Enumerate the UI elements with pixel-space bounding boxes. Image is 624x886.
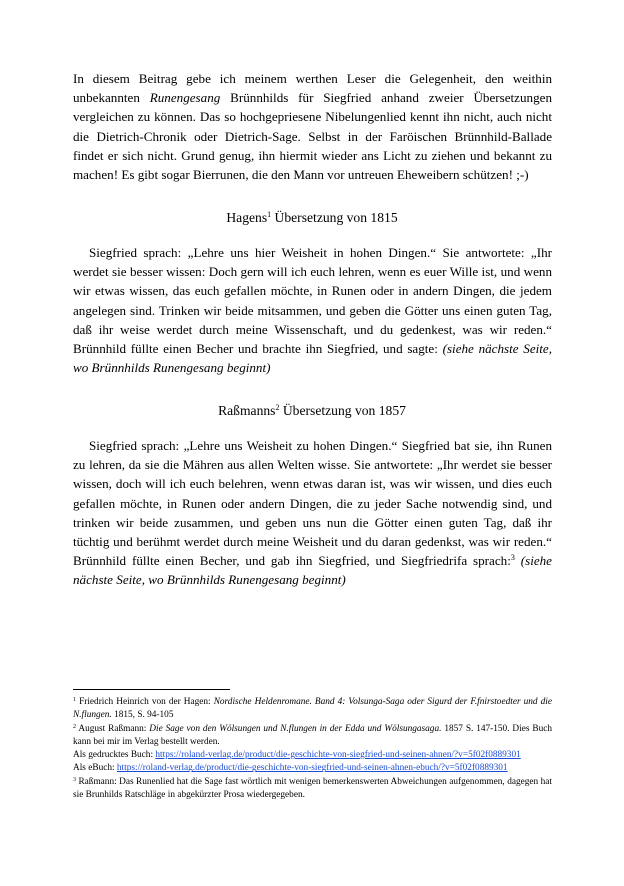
section1-heading-rest: Übersetzung von 1815 — [271, 210, 398, 225]
section1-heading-name: Hagens — [226, 210, 268, 225]
section1-body-text: Siegfried sprach: „Lehre uns hier Weisheit in hohen Dingen.“ Sie antwortete: „Ihr werdet sie besser wissen: Doch gern will ich euch lehren, wenn es euer Wille ist, und wenn wir etwas wissen, das euch gefallen möchte, in Runen oder in andern Dingen, die jedem angelegen sind. Trinken wir beide mitsammen, und geben die Götter uns einen guten Tag, daß ihr weise werdet durch meine Wissenschaft, und du gedenkest, was wir reden.“ Brünnhild füllte einen Becher und brachte ihn Siegfried, und sagte: — [73, 245, 552, 357]
intro-text-end: Brünnhilds für Siegfried anhand zweier Übersetzungen vergleichen zu können. Das so hochgepriesene Nibelungenlied kennt ihn nicht, auch nicht die Dietrich-Chronik oder Dietrich-Sage. Selbst in der Faröischen Brünnhild-Ballade findet er sich nicht. Grund genug, ihn hiermit wieder ans Licht zu ziehen und bekannt zu machen! Es gibt sogar Bierrunen, die den Mann vor untreuen Eheweibern schützen! ;-) — [73, 90, 552, 183]
footnote-3-text: Raßmann: Das Runenlied hat die Sage fast wörtlich mit wenigen bemerkenswerten Abweichungen aufgenommen, dagegen hat sie Brunhilds Ratschläge in abgekürzter Prosa wiedergegeben. — [73, 776, 552, 801]
footnote-1-pages: 1815, S. 94-105 — [111, 710, 174, 721]
section1-paragraph — [73, 243, 552, 377]
section2-heading — [0, 402, 624, 420]
footnote-1-number: 1 — [73, 697, 76, 703]
footnote-3 — [73, 776, 552, 803]
print-book-link[interactable]: https://roland-verlag.de/product/die-geschichte-von-siegfried-und-seinen-ahnen/?v=5f02f0889301 — [155, 750, 521, 761]
ebook-link[interactable]: https://roland-verlag.de/product/die-geschichte-von-siegfried-und-seinen-ahnen-ebuch/?v=5f02f0889301 — [116, 763, 508, 774]
section1-heading — [0, 209, 624, 227]
footnote-1-title: Nordische Heldenromane. Band 4: Volsunga-Saga oder Sigurd der F.fnirstoedter und die N.flungen. — [73, 697, 552, 721]
intro-paragraph — [73, 69, 552, 184]
ebook-label: Als eBuch: — [73, 763, 117, 774]
section1-italic-note: (siehe nächste Seite, wo Brünnhilds Runengesang beginnt) — [73, 341, 552, 376]
footnote-divider — [73, 689, 230, 690]
footnote-ref-2[interactable]: 2 — [275, 403, 280, 412]
footnote-3-number: 3 — [73, 776, 76, 783]
footnote-2-note: 1857 S. 147-150. Dies Buch kann bei mir im Verlag bestellt werden. — [73, 723, 552, 747]
footnotes-block — [73, 696, 552, 802]
footnote-2-number: 2 — [73, 723, 76, 730]
intro-emphasis: Runengesang — [149, 90, 221, 106]
footnote-2-title: Die Sage von den Wölsungen und N.flungen in der Edda und Wölsungasaga. — [149, 723, 442, 734]
footnote-ref-3[interactable]: 3 — [510, 553, 515, 563]
footnote-2 — [73, 723, 552, 750]
footnote-2-text: August Raßmann: — [78, 723, 150, 734]
section2-heading-rest: Übersetzung von 1857 — [279, 403, 406, 418]
intro-text-start: In diesem Beitrag gebe ich meinem werthen Leser die Gelegenheit, den weithin unbekannten — [73, 71, 552, 106]
section2-italic-note: (siehe nächste Seite, wo Brünnhilds Runengesang beginnt) — [73, 553, 552, 588]
footnote-1-text: Friedrich Heinrich von der Hagen: — [79, 697, 214, 707]
footnote-2-ebook-line — [73, 762, 552, 775]
section2-heading-name: Raßmanns — [218, 403, 276, 418]
section2-body-text: Siegfried sprach: „Lehre uns Weisheit zu hohen Dingen.“ Siegfried bat sie, ihn Runen zu lehren, da sie die Mähren aus allen Welten wisse. Sie antwortete: „Ihr werdet sie besser wissen, doch will ich euch belehren, wenn etwas daran ist, was wir wissen, und dies euch gefallen möchte, in Runen oder andern Dingen, die zu jeder Sache notwendig sind, und trinken wir beide zusammen, und geben uns nun die Götter einen guten Tag, daß ihr tüchtig und berühmt werdet durch meine Weisheit und du daran gedenkst, was wir reden.“ Brünnhild füllte einen Becher, und gab ihn Siegfried, und Siegfriedrifa sprach: — [73, 438, 552, 569]
footnote-ref-1[interactable]: 1 — [267, 210, 272, 219]
footnote-2-print-line — [73, 749, 552, 762]
print-book-label: Als gedrucktes Buch: — [73, 750, 156, 761]
section2-paragraph — [73, 436, 552, 590]
footnote-1 — [73, 696, 552, 723]
